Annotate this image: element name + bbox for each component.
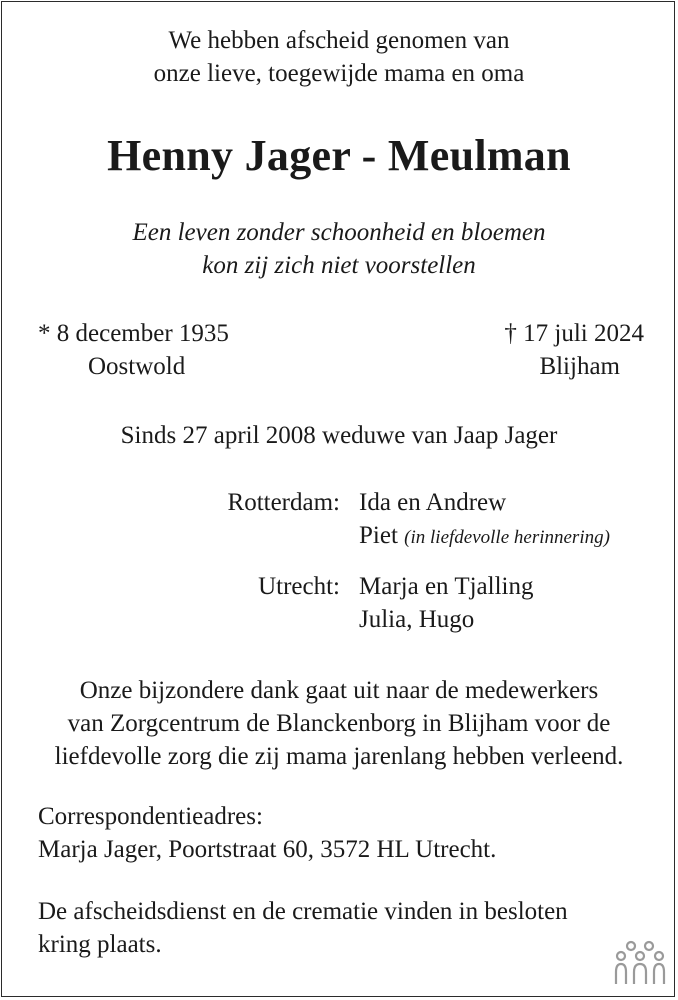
correspondence-label: Correspondentieadres:	[38, 803, 263, 830]
intro-text	[0, 24, 678, 90]
thanks-line-1: Onze bijzondere dank gaat uit naar de medewerkers	[79, 677, 599, 704]
family-names-rotterdam-1: Ida en Andrew	[359, 489, 507, 516]
birth-date: * 8 december 1935	[38, 320, 229, 347]
family-names-utrecht-2: Julia, Hugo	[359, 606, 475, 633]
motto-line-2: kon zij zich niet voorstellen	[202, 252, 476, 279]
correspondence-address: Marja Jager, Poortstraat 60, 3572 HL Utrecht.	[38, 836, 497, 863]
ceremony-info	[38, 895, 568, 961]
deceased-name: Henny Jager - Meulman	[107, 131, 571, 180]
family-names-utrecht-1: Marja en Tjalling	[359, 573, 534, 600]
intro-line-1: We hebben afscheid genomen van	[168, 27, 510, 54]
death-date: † 17 juli 2024	[504, 320, 644, 347]
family-name-piet: Piet	[359, 522, 398, 549]
motto	[0, 216, 678, 282]
birth-place: Oostwold	[88, 353, 186, 380]
correspondence	[38, 800, 496, 866]
ceremony-line-1: De afscheidsdienst en de crematie vinden in besloten	[38, 898, 568, 925]
thanks-text	[0, 674, 678, 773]
family-city-rotterdam: Rotterdam:	[227, 489, 340, 516]
remembrance-note: (in liefdevolle herinnering)	[404, 527, 610, 548]
widow-line: Sinds 27 april 2008 weduwe van Jaap Jager	[120, 422, 558, 449]
thanks-line-2: van Zorgcentrum de Blanckenborg in Blijham voor de	[67, 710, 611, 737]
intro-line-2: onze lieve, toegewijde mama en oma	[153, 60, 525, 87]
thanks-line-3: liefdevolle zorg die zij mama jarenlang hebben verleend.	[54, 743, 624, 770]
family-names-rotterdam-2	[359, 519, 610, 554]
family-city-utrecht: Utrecht:	[258, 573, 340, 600]
death-place: Blijham	[539, 353, 620, 380]
ceremony-line-2: kring plaats.	[38, 931, 162, 958]
people-group-icon	[614, 940, 666, 988]
motto-line-1: Een leven zonder schoonheid en bloemen	[132, 219, 546, 246]
